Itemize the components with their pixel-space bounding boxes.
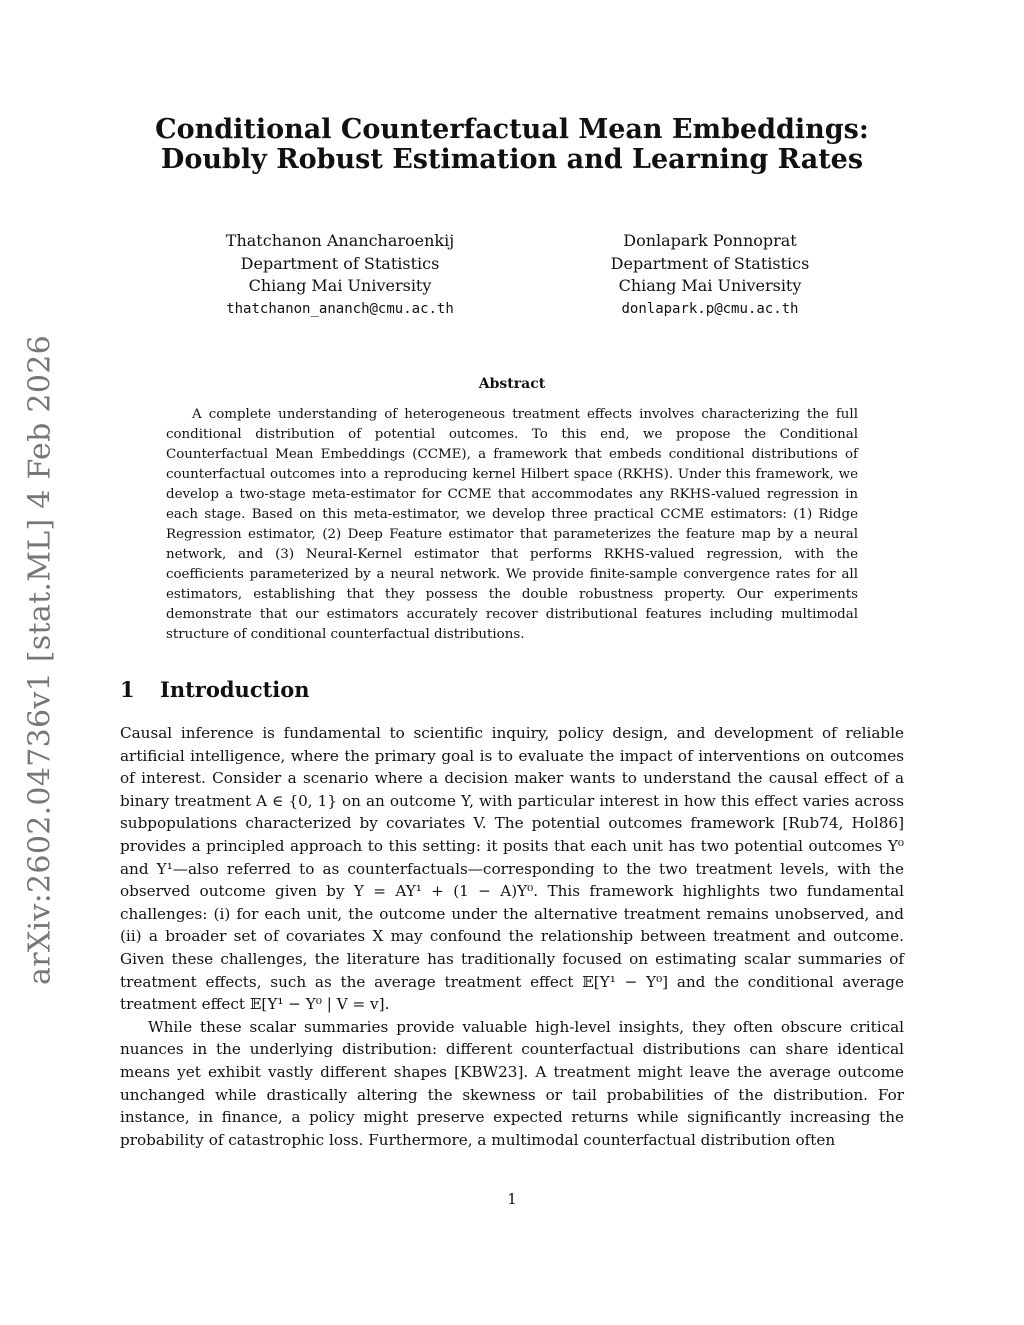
- title-line-1: Conditional Counterfactual Mean Embeddings:: [155, 114, 869, 145]
- section-heading: [120, 677, 310, 702]
- paper-title: [120, 115, 904, 175]
- section-title: Introduction: [160, 677, 310, 702]
- author-department: Department of Statistics: [240, 253, 440, 273]
- author-block: [120, 230, 904, 330]
- paragraph-2: While these scalar summaries provide valuable high-level insights, they often obscure critical nuances in the underlying distribution: different counterfactual distributions can share identical means yet exhibit vastly different shapes [KBW23]. A treatment might leave the average outcome unchanged while drastically altering the skewness or tail probabilities of the distribution. For instance, in finance, a policy might preserve expected returns while significantly increasing the probability of catastrophic loss. Furthermore, a multimodal counterfactual distribution often: [120, 1017, 904, 1149]
- abstract-heading: Abstract: [478, 376, 546, 392]
- section-number: 1: [120, 677, 135, 702]
- author-name: Thatchanon Anancharoenkij: [225, 231, 455, 250]
- abstract-text: A complete understanding of heterogeneous treatment effects involves characterizing the full conditional distribution of potential outcomes. To this end, we propose the Conditional Counterfactual Mean Embeddings (CCME), a framework that embeds conditional distributions of counterfactual outcomes into a reproducing kernel Hilbert space (RKHS). Under this framework, we develop a two-stage meta-estimator for CCME that accommodates any RKHS-valued regression in each stage. Based on this meta-estimator, we develop three practical CCME estimators: (1) Ridge Regression estimator, (2) Deep Feature estimator that parameterizes the feature map by a neural network, and (3) Neural-Kernel estimator that performs RKHS-valued regression, with the coefficients parameterized by a neural network. We provide finite-sample convergence rates for all estimators, establishing that they possess the double robustness property. Our experiments demonstrate that our estimators accurately recover distributional features including multimodal structure of conditional counterfactual distributions.: [166, 407, 858, 642]
- author-email[interactable]: donlapark.p@cmu.ac.th: [621, 300, 799, 317]
- author-1: [190, 230, 490, 320]
- title-line-2: Doubly Robust Estimation and Learning Rates: [160, 144, 864, 175]
- introduction-body: [120, 722, 904, 1151]
- abstract-body: [166, 405, 858, 645]
- paragraph-1: Causal inference is fundamental to scientific inquiry, policy design, and development of reliable artificial intelligence, where the primary goal is to evaluate the impact of interventions on outcomes of interest. Consider a scenario where a decision maker wants to understand the causal effect of a binary treatment A ∈ {0, 1} on an outcome Y, with particular interest in how this effect varies across subpopulations characterized by covariates V. The potential outcomes framework [Rub74, Hol86] provides a principled approach to this setting: it posits that each unit has two potential outcomes Y⁰ and Y¹—also referred to as counterfactuals—corresponding to the two treatment levels, with the observed outcome given by Y = AY¹ + (1 − A)Y⁰. This framework highlights two fundamental challenges: (i) for each unit, the outcome under the alternative treatment remains unobserved, and (ii) a broader set of covariates X may confound the relationship between treatment and outcome. Given these challenges, the literature has traditionally focused on estimating scalar summaries of treatment effects, such as the average treatment effect 𝔼[Y¹ − Y⁰] and the conditional average treatment effect 𝔼[Y¹ − Y⁰ | V = v].: [120, 724, 904, 1014]
- author-2: [560, 230, 860, 320]
- author-name: Donlapark Ponnoprat: [623, 231, 797, 250]
- arxiv-identifier: arXiv:2602.04736v1 [stat.ML] 4 Feb 2026: [22, 335, 58, 985]
- author-affiliation: Chiang Mai University: [618, 276, 802, 295]
- page-number: 1: [507, 1190, 517, 1208]
- author-department: Department of Statistics: [610, 253, 810, 273]
- author-email[interactable]: thatchanon_ananch@cmu.ac.th: [226, 300, 454, 317]
- author-affiliation: Chiang Mai University: [248, 276, 432, 295]
